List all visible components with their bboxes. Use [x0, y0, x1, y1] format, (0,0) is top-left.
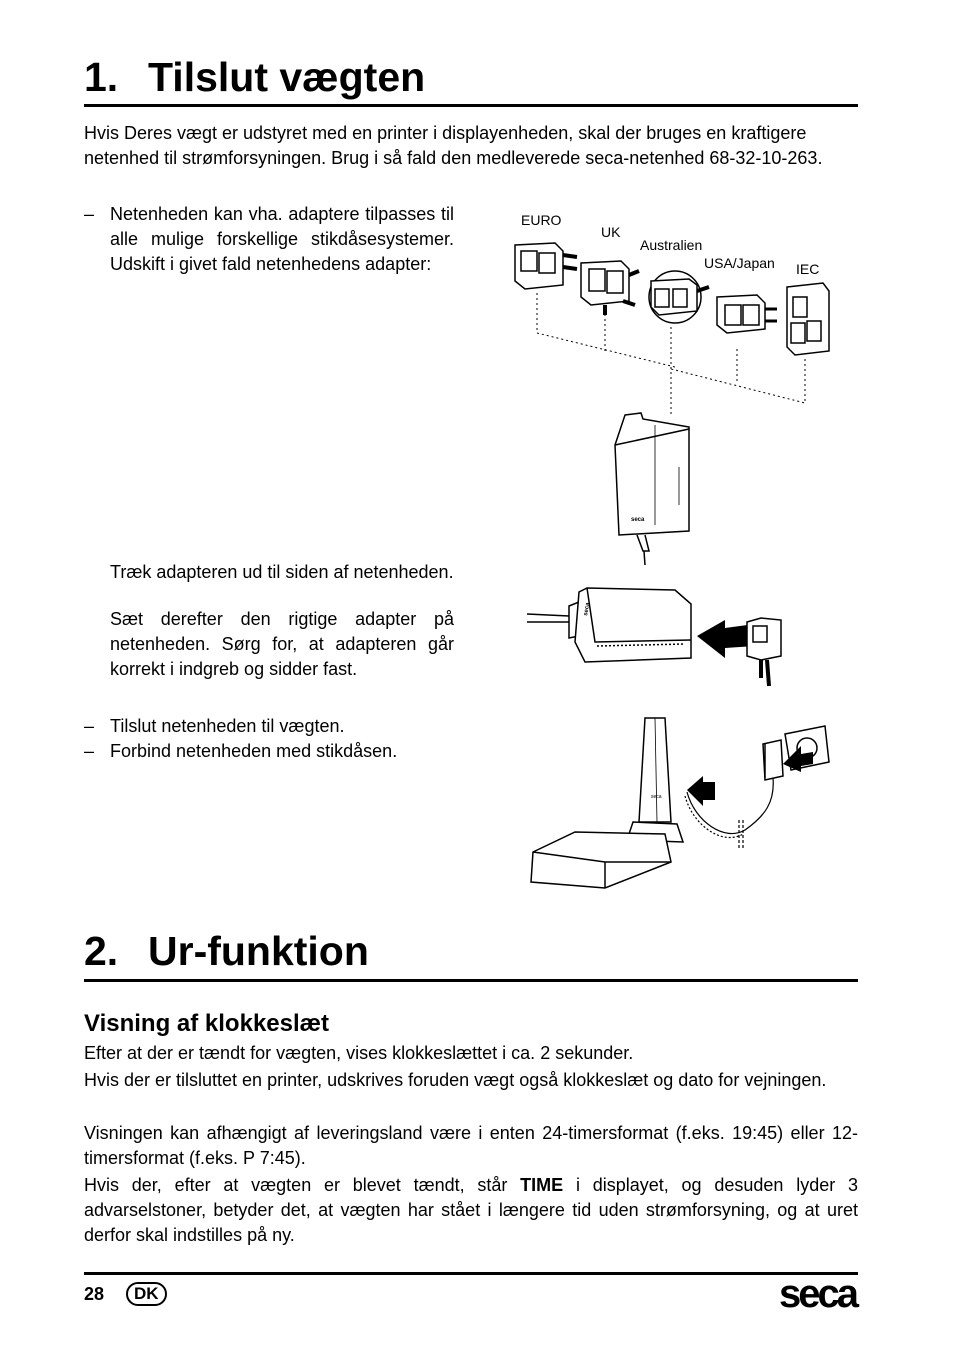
section-1-heading — [84, 54, 425, 100]
svg-text:seca: seca — [583, 602, 592, 617]
iec-adapter-icon — [787, 283, 829, 355]
bullet-dash: – — [84, 204, 95, 224]
bullet-connect-scale-text: Tilslut netenheden til vægten. — [110, 716, 345, 736]
svg-text:seca: seca — [651, 794, 662, 800]
paragraph-clock-display: Efter at der er tændt for vægten, vises klokkeslættet i ca. 2 sekunder. — [84, 1043, 634, 1063]
bullet-adapters — [84, 202, 454, 302]
section-1-rule — [84, 104, 858, 107]
time-keyword: TIME — [520, 1175, 564, 1195]
adapter-figure — [505, 205, 845, 565]
page-number: 28 — [84, 1284, 105, 1304]
step-pull-adapter: Træk adapteren ud til siden af netenheden. — [110, 562, 454, 582]
label-iec: IEC — [796, 261, 820, 277]
label-uk: UK — [601, 224, 621, 240]
bullet-dash: – — [84, 741, 95, 761]
section-1-title: Tilslut vægten — [148, 54, 426, 100]
step-insert-adapter: Sæt derefter den rigtige adapter på netenheden. Sørg for, at adapteren går korrekt i indgreb og sidder fast. — [110, 609, 454, 679]
subsection-heading: Visning af klokkeslæt — [84, 1010, 329, 1037]
connect-arrow-icon — [687, 776, 715, 806]
section-2-number: 2. — [84, 928, 119, 974]
power-supply-icon — [615, 413, 689, 565]
scale-column-icon — [627, 718, 683, 842]
language-badge: DK — [126, 1282, 167, 1306]
svg-text:seca: seca — [631, 517, 645, 523]
scale-connection-figure — [525, 712, 855, 897]
label-australien: Australien — [640, 237, 703, 253]
section-1-intro: Hvis Deres vægt er udstyret med en printer i displayenheden, skal der bruges en kraftigere netenhed til strømforsyningen. Brug i så fald den medleverede seca-netenhed 68-32-10-263. — [84, 123, 823, 168]
section-2-title: Ur-funktion — [148, 928, 369, 974]
label-usa-japan: USA/Japan — [704, 255, 775, 271]
seca-logo: seca — [779, 1272, 856, 1316]
time-warning-text-b: i displayet, og desuden lyder 3 advarselstoner, betyder det, at vægten har stået i længere tid uden strømforsyning, og at uret derfor skal indstilles på ny. — [84, 1175, 858, 1245]
usa-japan-adapter-icon — [717, 295, 777, 333]
section-2-rule — [84, 979, 858, 982]
bullet-adapters-text: Netenheden kan vha. adaptere tilpasses til alle mulige forskellige stikdåsesystemer. Udskift i givet fald netenhedens adapter: — [110, 204, 454, 274]
paragraph-printer: Hvis der er tilsluttet en printer, udskrives foruden vægt også klokkeslæt og dato for vejningen. — [84, 1070, 827, 1090]
section-2-heading — [84, 928, 369, 974]
adapter-insertion-figure — [525, 582, 795, 697]
bullet-connect-scale — [84, 714, 484, 739]
bullet-connect-socket-text: Forbind netenheden med stikdåsen. — [110, 741, 398, 761]
time-warning-text-a: Hvis der, efter at vægten er blevet tændt, står — [84, 1175, 521, 1195]
euro-adapter-icon — [515, 243, 577, 289]
bullet-dash: – — [84, 716, 95, 736]
paragraph-format: Visningen kan afhængigt af leveringsland være i enten 24-timersformat (f.eks. 19:45) eller 12-timersformat (f.eks. P 7:45). — [84, 1123, 858, 1168]
label-euro: EURO — [521, 212, 562, 228]
scale-platform-icon — [531, 832, 671, 888]
footer-rule — [84, 1272, 858, 1275]
replacement-adapter-icon — [747, 618, 781, 686]
uk-adapter-icon — [581, 261, 639, 315]
paragraph-time-warning — [84, 1173, 858, 1248]
australia-adapter-icon — [649, 271, 709, 323]
bullet-connect-socket — [84, 739, 484, 764]
power-supply-side-icon — [527, 588, 691, 662]
section-1-number: 1. — [84, 54, 119, 100]
